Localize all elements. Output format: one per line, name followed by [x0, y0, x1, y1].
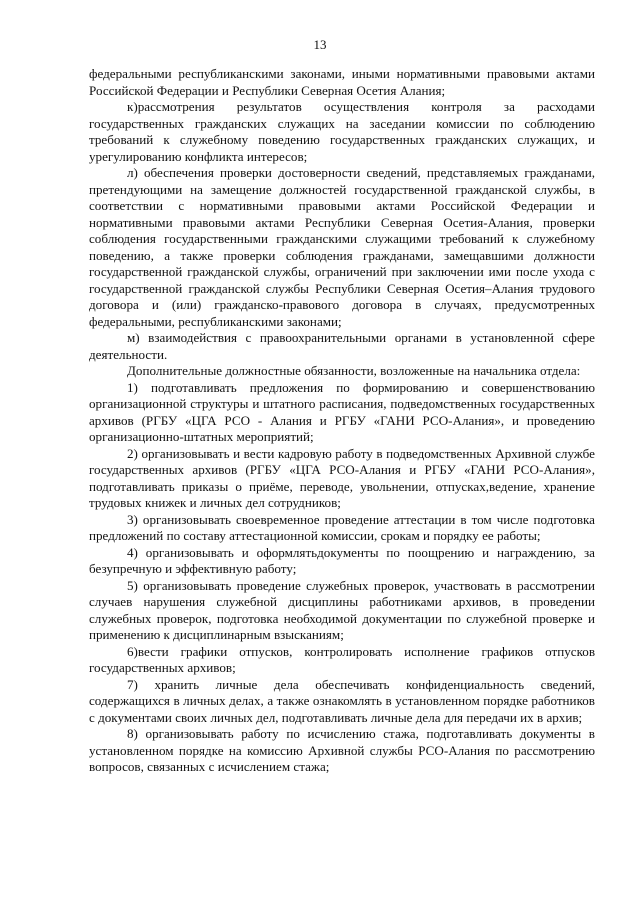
- paragraph-duty-7: 7) хранить личные дела обеспечивать конфиденциальность сведений, содержащихся в личных делах, а также ознакомлять в установленном порядке работников с документами своих личных дел, подготавливать личные дела для передачи их в архив;: [89, 676, 595, 725]
- paragraph-item-l: л) обеспечения проверки достоверности сведений, представляемых гражданами, претендующими на замещение должностей государственной гражданской службы, в соответствии с нормативными правовыми актами Российской Федерации и нормативными правовыми актами Республики Северная Осетия-Алания, проверки соблюдения государственными гражданскими служащими требований к служебному поведению, а также проверки соблюдения гражданами, замещавшими должности государственной гражданской службы, ограничений при заключении ими после ухода с государственной гражданской службы Республики Северная Осетия–Алания трудового договора и (или) гражданско-правового договора в случаях, предусмотренных федеральными, республиканскими законами;: [89, 165, 595, 329]
- paragraph-additional-duties-heading: Дополнительные должностные обязанности, возложенные на начальника отдела:: [127, 363, 581, 378]
- paragraph-duty-4: 4) организовывать и оформлятьдокументы по поощрению и награждению, за безупречную и эффективную работу;: [89, 544, 595, 576]
- page-number: 13: [313, 37, 327, 52]
- paragraph-duty-6: 6)вести графики отпусков, контролировать исполнение графиков отпусков государственных архивов;: [89, 643, 595, 675]
- paragraph-duty-5: 5) организовывать проведение служебных проверок, участвовать в рассмотрении случаев нарушения служебной дисциплины работниками архивов, в проведении служебных проверок, подготовка необходимой документации по служебной проверке и применению к дисциплинарным взысканиям;: [89, 577, 595, 642]
- document-body: [89, 66, 595, 776]
- paragraph-continuation: федеральными республиканскими законами, иными нормативными правовыми актами Российской Федерации и Республики Северная Осетия Алания;: [89, 66, 595, 98]
- paragraph-duty-1: 1) подготавливать предложения по формированию и совершенствованию организационной структуры и штатного расписания, подведомственных государственных архивов (РГБУ «ЦГА РСО - Алания и РГБУ «ГАНИ РСО-Алания», и проведению организационно-штатных мероприятий;: [89, 379, 595, 444]
- paragraph-item-k: к)рассмотрения результатов осуществления контроля за расходами государственных гражданских служащих на заседании комиссии по соблюдению требований к служебному поведению государственных гражданских служащих, и урегулированию конфликта интересов;: [89, 99, 595, 164]
- paragraph-duty-3: 3) организовывать своевременное проведение аттестации в том числе подготовка предложений по составу аттестационной комиссии, срокам и порядку ее работы;: [89, 511, 595, 543]
- paragraph-duty-8: 8) организовывать работу по исчислению стажа, подготавливать документы в установленном порядке на комиссию Архивной службы РСО-Алания по рассмотрению вопросов, связанных с исчислением стажа;: [89, 726, 595, 774]
- paragraph-duty-2: 2) организовывать и вести кадровую работу в подведомственных Архивной службе государственных архивов (РГБУ «ЦГА РСО-Алания и РГБУ «ГАНИ РСО-Алания», подготавливать приказы о приёме, переводе, увольнении, отпусках,ведение, хранение трудовых книжек и личных дел сотрудников;: [89, 445, 595, 510]
- paragraph-item-m: м) взаимодействия с правоохранительными органами в установленной сфере деятельности.: [89, 330, 595, 362]
